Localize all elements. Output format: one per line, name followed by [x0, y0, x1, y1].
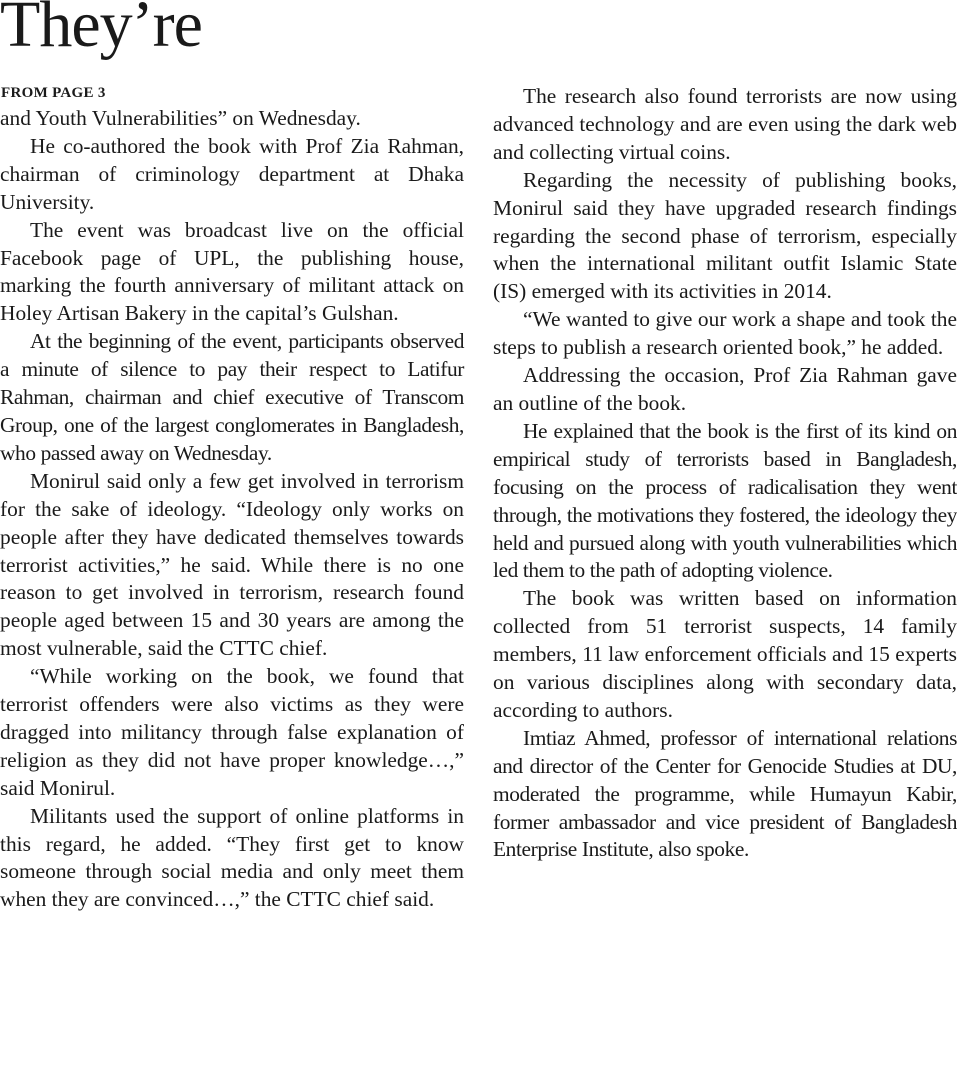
jump-line: FROM PAGE 3	[1, 85, 106, 101]
paragraph: Militants used the support of online platforms in this regard, he added. “They first get to know someone through social media and only meet them when they are convinced…,” the CTTC chief said.	[0, 803, 464, 912]
paragraph: “While working on the book, we found that terrorist offenders were also victims as they were dragged into militancy through false explanation of religion as they did not have proper knowledge…,” said Monirul.	[0, 664, 464, 800]
paragraph: The event was broadcast live on the official Facebook page of UPL, the publishing house, marking the fourth anniversary of militant attack on Holey Artisan Bakery in the capital’s Gulshan.	[0, 217, 464, 326]
paragraph: The research also found terrorists are now using advanced technology and are even using the dark web and collecting virtual coins.	[493, 84, 957, 164]
paragraph: Monirul said only a few get involved in terrorism for the sake of ideology. “Ideology only works on people after they have dedicated themselves towards terrorist activities,” he said. While there is no one reason to get involved in terrorism, research found people aged between 15 and 30 years are among the most vulnerable, said the CTTC chief.	[0, 468, 464, 661]
paragraph: and Youth Vulnerabilities” on Wednesday.	[0, 106, 361, 130]
right-column	[493, 83, 957, 864]
paragraph: He explained that the book is the first of its kind on empirical study of terrorists based in Bangladesh, focusing on the process of radicalisation they went through, the motivations they fostered, the ideology they held and pursued along with youth vulnerabilities which led them to the path of adopting violence.	[493, 418, 957, 583]
paragraph: Addressing the occasion, Prof Zia Rahman gave an outline of the book.	[493, 363, 957, 415]
paragraph: He co-authored the book with Prof Zia Rahman, chairman of criminology department at Dhaka University.	[0, 133, 464, 214]
paragraph: “We wanted to give our work a shape and took the steps to publish a research oriented book,” he added.	[493, 307, 957, 360]
headline: They’re	[0, 0, 202, 61]
paragraph: Imtiaz Ahmed, professor of international relations and director of the Center for Genocide Studies at DU, moderated the programme, while Humayun Kabir, former ambassador and vice president of Bangladesh Enterprise Institute, also spoke.	[493, 725, 957, 862]
paragraph: The book was written based on information collected from 51 terrorist suspects, 14 family members, 11 law enforcement officials and 15 experts on various disciplines along with secondary data, according to authors.	[493, 586, 957, 722]
paragraph: Regarding the necessity of publishing books, Monirul said they have upgraded research findings regarding the second phase of terrorism, especially when the international militant outfit Islamic State (IS) emerged with its activities in 2014.	[493, 167, 957, 304]
paragraph: At the beginning of the event, participants observed a minute of silence to pay their respect to Latifur Rahman, chairman and chief executive of Transcom Group, one of the largest conglomerates in Bangladesh, who passed away on Wednesday.	[0, 329, 464, 465]
left-column	[0, 105, 464, 914]
